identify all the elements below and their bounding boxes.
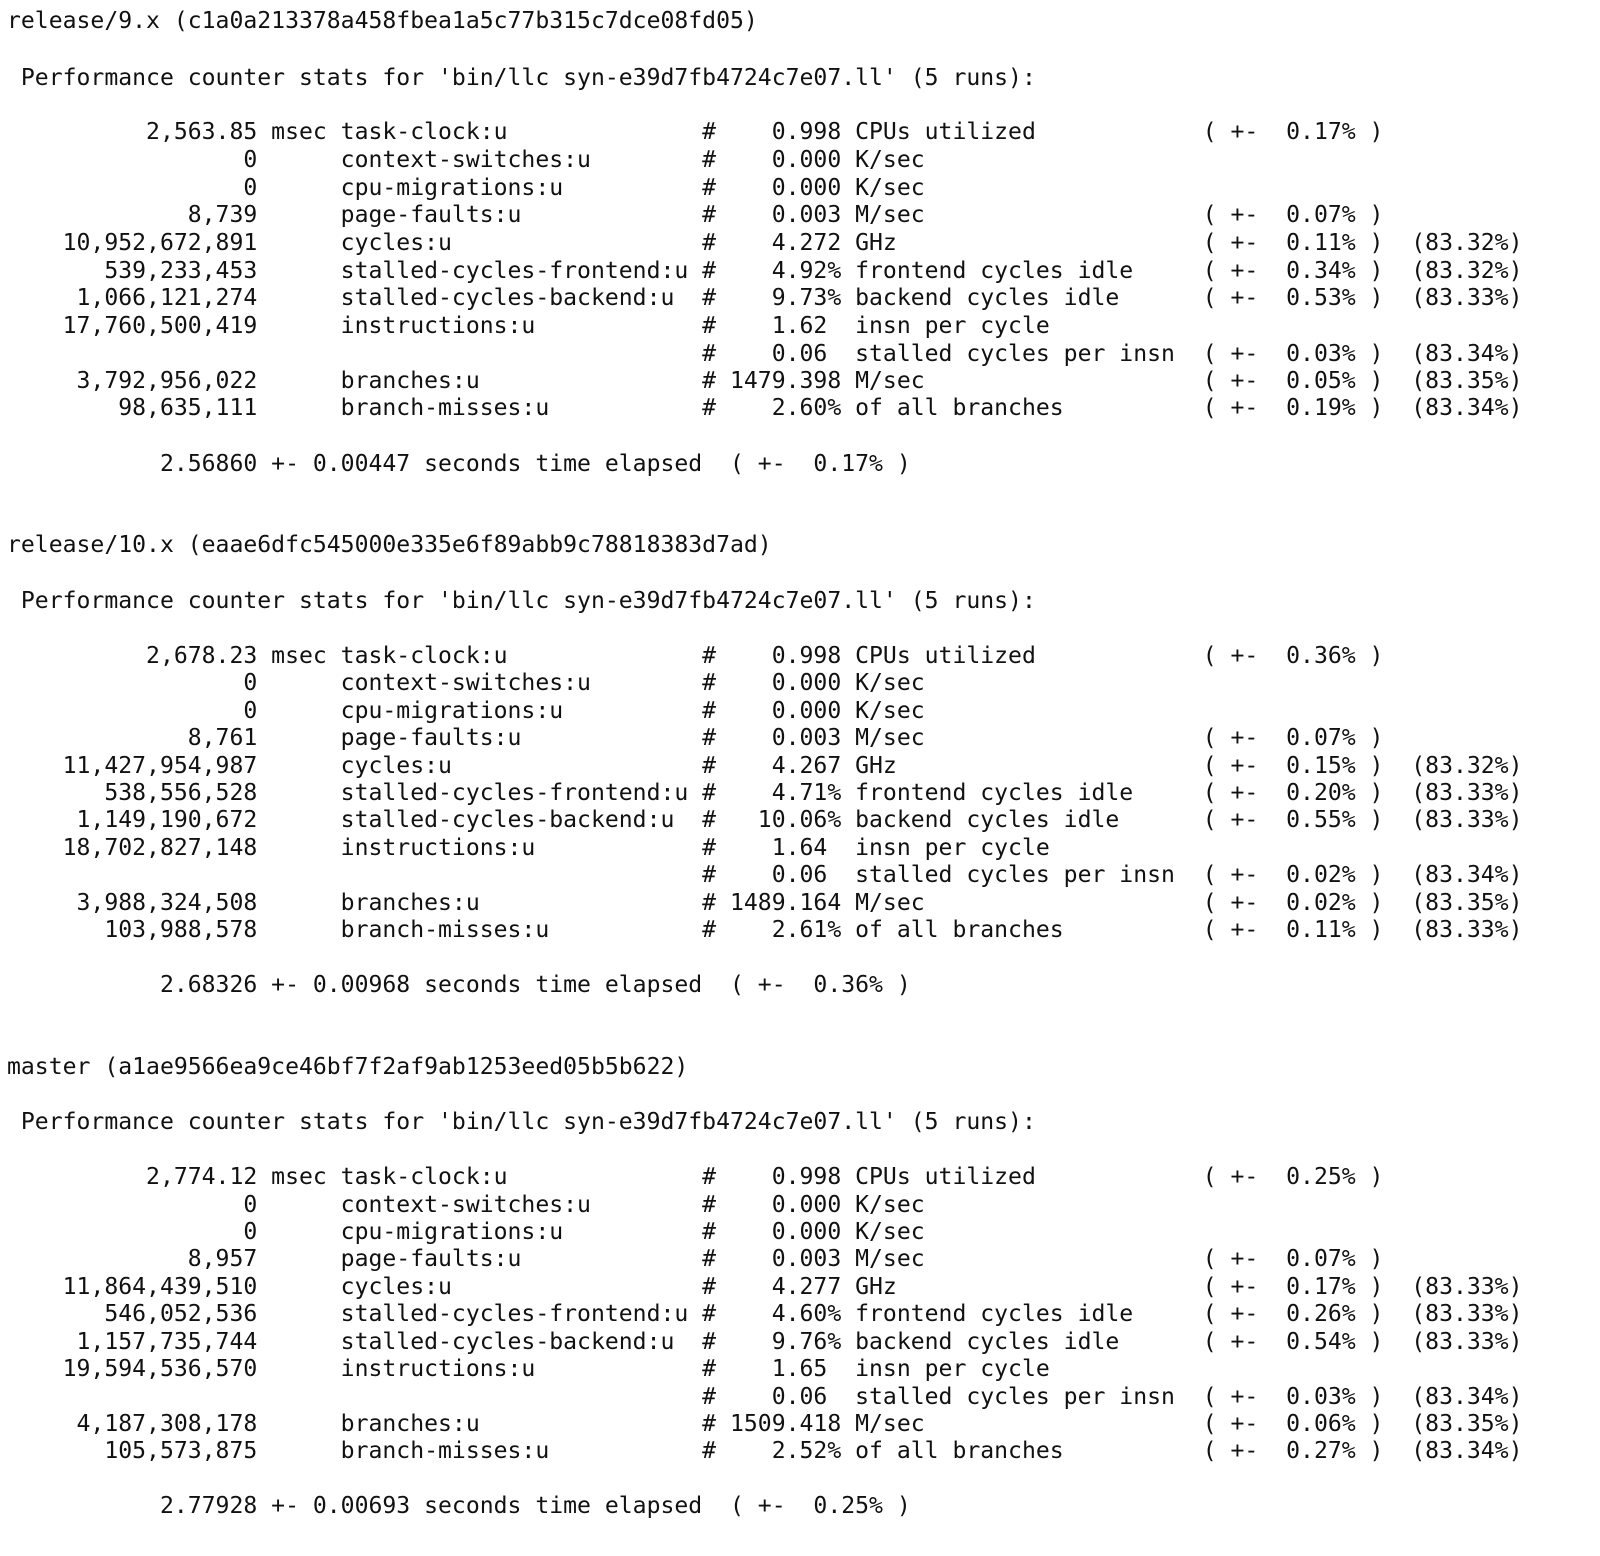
perf-row-branches: 3,988,324,508 branches:u # 1489.164 M/sec ( +- 0.02% ) (83.35%) <box>7 890 1523 916</box>
perf-stats-title: Performance counter stats for 'bin/llc syn-e39d7fb4724c7e07.ll' (5 runs): <box>7 1109 1036 1135</box>
perf-row-cpu-migrations: 0 cpu-migrations:u # 0.000 K/sec <box>7 1219 925 1245</box>
perf-row-branch-misses: 103,988,578 branch-misses:u # 2.61% of all branches ( +- 0.11% ) (83.33%) <box>7 917 1523 943</box>
perf-row-stalled-frontend: 546,052,536 stalled-cycles-frontend:u # 4.60% frontend cycles idle ( +- 0.26% ) (83.33%) <box>7 1301 1523 1327</box>
perf-row-branches: 3,792,956,022 branches:u # 1479.398 M/sec ( +- 0.05% ) (83.35%) <box>7 368 1523 394</box>
perf-stats-title: Performance counter stats for 'bin/llc syn-e39d7fb4724c7e07.ll' (5 runs): <box>7 65 1036 91</box>
perf-time-elapsed: 2.77928 +- 0.00693 seconds time elapsed ( +- 0.25% ) <box>7 1493 911 1519</box>
perf-row-stalled-per-insn: # 0.06 stalled cycles per insn ( +- 0.03% ) (83.34%) <box>7 1384 1523 1410</box>
perf-row-cycles: 10,952,672,891 cycles:u # 4.272 GHz ( +- 0.11% ) (83.32%) <box>7 230 1523 256</box>
perf-row-stalled-frontend: 538,556,528 stalled-cycles-frontend:u # 4.71% frontend cycles idle ( +- 0.20% ) (83.33%) <box>7 780 1523 806</box>
perf-row-cycles: 11,864,439,510 cycles:u # 4.277 GHz ( +- 0.17% ) (83.33%) <box>7 1274 1523 1300</box>
terminal-output <box>7 0 1597 1556</box>
perf-row-context-switches: 0 context-switches:u # 0.000 K/sec <box>7 670 925 696</box>
branch-header: master (a1ae9566ea9ce46bf7f2af9ab1253eed05b5b622) <box>7 1054 689 1080</box>
perf-row-page-faults: 8,957 page-faults:u # 0.003 M/sec ( +- 0.07% ) <box>7 1246 1384 1272</box>
perf-stats-title: Performance counter stats for 'bin/llc syn-e39d7fb4724c7e07.ll' (5 runs): <box>7 588 1036 614</box>
perf-row-instructions: 19,594,536,570 instructions:u # 1.65 insn per cycle <box>7 1356 1050 1382</box>
perf-row-page-faults: 8,761 page-faults:u # 0.003 M/sec ( +- 0.07% ) <box>7 725 1384 751</box>
perf-row-task-clock: 2,678.23 msec task-clock:u # 0.998 CPUs utilized ( +- 0.36% ) <box>7 643 1384 669</box>
perf-row-context-switches: 0 context-switches:u # 0.000 K/sec <box>7 1192 925 1218</box>
branch-header: release/10.x (eaae6dfc545000e335e6f89abb9c78818383d7ad) <box>7 532 772 558</box>
perf-time-elapsed: 2.68326 +- 0.00968 seconds time elapsed ( +- 0.36% ) <box>7 972 911 998</box>
perf-row-branch-misses: 105,573,875 branch-misses:u # 2.52% of all branches ( +- 0.27% ) (83.34%) <box>7 1438 1523 1464</box>
perf-row-task-clock: 2,563.85 msec task-clock:u # 0.998 CPUs utilized ( +- 0.17% ) <box>7 119 1384 145</box>
perf-row-cycles: 11,427,954,987 cycles:u # 4.267 GHz ( +- 0.15% ) (83.32%) <box>7 753 1523 779</box>
perf-row-branches: 4,187,308,178 branches:u # 1509.418 M/sec ( +- 0.06% ) (83.35%) <box>7 1411 1523 1437</box>
perf-row-instructions: 17,760,500,419 instructions:u # 1.62 insn per cycle <box>7 313 1050 339</box>
perf-row-stalled-backend: 1,149,190,672 stalled-cycles-backend:u # 10.06% backend cycles idle ( +- 0.55% ) (83.33%) <box>7 807 1523 833</box>
perf-row-task-clock: 2,774.12 msec task-clock:u # 0.998 CPUs utilized ( +- 0.25% ) <box>7 1164 1384 1190</box>
perf-time-elapsed: 2.56860 +- 0.00447 seconds time elapsed ( +- 0.17% ) <box>7 451 911 477</box>
perf-row-page-faults: 8,739 page-faults:u # 0.003 M/sec ( +- 0.07% ) <box>7 202 1384 228</box>
perf-row-cpu-migrations: 0 cpu-migrations:u # 0.000 K/sec <box>7 698 925 724</box>
branch-header: release/9.x (c1a0a213378a458fbea1a5c77b315c7dce08fd05) <box>7 8 758 34</box>
perf-row-cpu-migrations: 0 cpu-migrations:u # 0.000 K/sec <box>7 175 925 201</box>
perf-row-context-switches: 0 context-switches:u # 0.000 K/sec <box>7 147 925 173</box>
perf-row-stalled-backend: 1,157,735,744 stalled-cycles-backend:u # 9.76% backend cycles idle ( +- 0.54% ) (83.33%) <box>7 1329 1523 1355</box>
perf-row-stalled-per-insn: # 0.06 stalled cycles per insn ( +- 0.02% ) (83.34%) <box>7 862 1523 888</box>
perf-row-branch-misses: 98,635,111 branch-misses:u # 2.60% of all branches ( +- 0.19% ) (83.34%) <box>7 395 1523 421</box>
perf-row-instructions: 18,702,827,148 instructions:u # 1.64 insn per cycle <box>7 835 1050 861</box>
perf-row-stalled-backend: 1,066,121,274 stalled-cycles-backend:u # 9.73% backend cycles idle ( +- 0.53% ) (83.33%) <box>7 285 1523 311</box>
perf-row-stalled-frontend: 539,233,453 stalled-cycles-frontend:u # 4.92% frontend cycles idle ( +- 0.34% ) (83.32%) <box>7 258 1523 284</box>
perf-row-stalled-per-insn: # 0.06 stalled cycles per insn ( +- 0.03% ) (83.34%) <box>7 341 1523 367</box>
